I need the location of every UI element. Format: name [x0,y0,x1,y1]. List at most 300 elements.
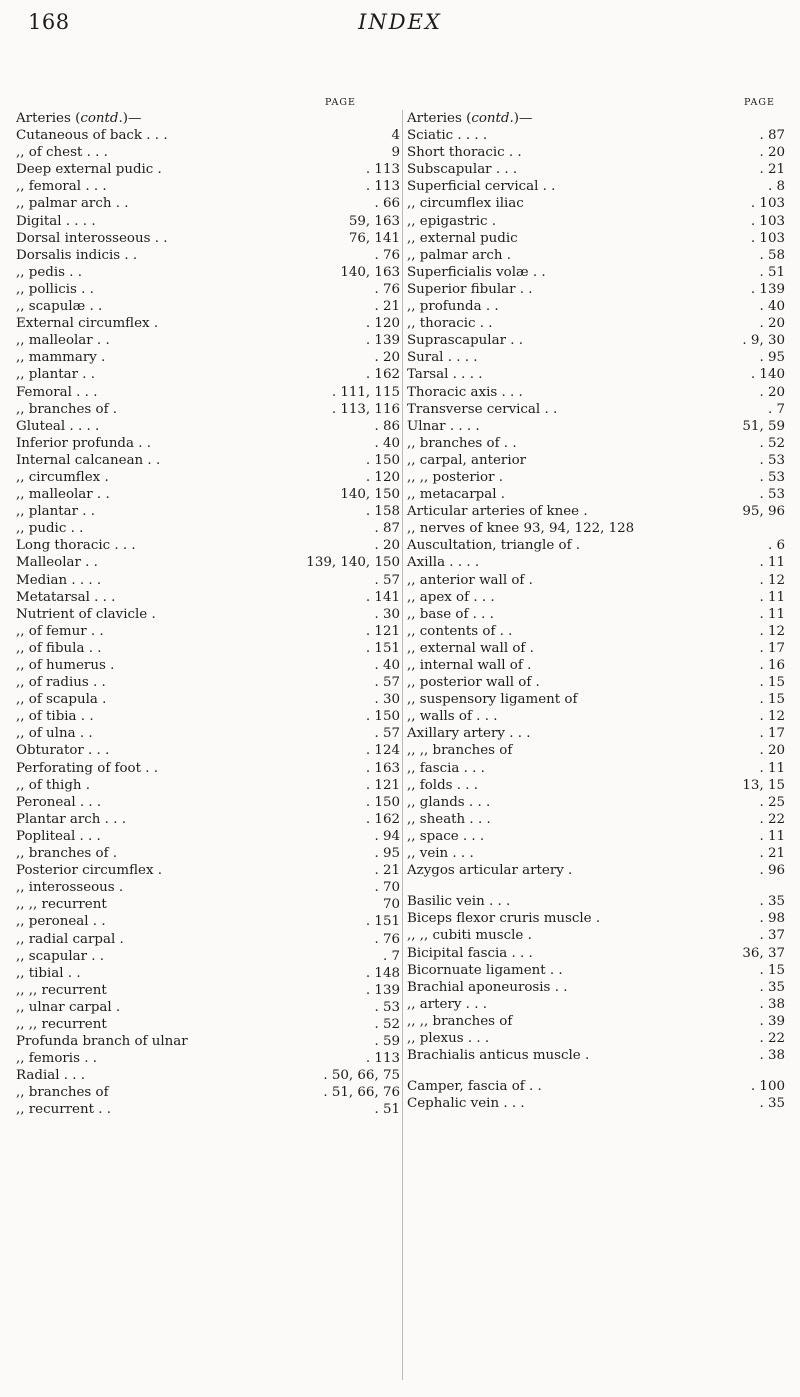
index-term: Superficial cervical . . [407,179,556,195]
index-entry [407,828,785,845]
index-page-ref: . 57 [374,572,400,588]
index-term: ,, mammary . [16,350,106,366]
index-term: ,, scapular . . [16,948,105,964]
index-term: Articular arteries of knee . [407,504,588,520]
index-entry [16,230,400,247]
index-term: Profunda branch of ulnar [16,1034,188,1050]
index-page-ref: . 150 [365,794,400,810]
index-entry [16,572,400,589]
index-entry [16,606,400,623]
index-page-ref: . 35 [759,1096,785,1112]
index-entry [407,657,785,674]
index-page-ref: . 38 [759,996,785,1012]
index-term: ,, vein . . . [407,846,474,862]
index-entry [16,1101,400,1118]
index-term: ,, peroneal . . [16,914,106,930]
index-entry [407,927,785,944]
index-page-ref: . 40 [759,299,785,315]
index-page-ref: . 51 [759,264,785,280]
index-term: ,, sheath . . . [407,811,491,827]
index-page-ref: . 15 [759,962,785,978]
index-page-ref: . 86 [374,418,400,434]
index-page-ref: . 163 [365,760,400,776]
index-entry [407,760,785,777]
index-page-ref: . 50, 66, 75 [323,1068,400,1084]
index-entry [407,708,785,725]
index-page-ref: . 20 [374,538,400,554]
index-term: ,, palmar arch . [407,247,511,263]
page-column-label-right: PAGE [744,97,775,108]
index-entry [407,862,785,879]
index-entry [16,725,400,742]
index-term: ,, epigastric . [407,213,497,229]
index-page-ref: . 100 [750,1079,785,1095]
index-term: Arteries (contd.)— [16,111,142,126]
index-term: Obturator . . . [16,743,110,759]
index-entry [16,948,400,965]
index-page-ref: . 57 [374,726,400,742]
index-entry [407,623,785,640]
index-column-right [407,110,785,1112]
index-page-ref: . 52 [759,435,785,451]
index-entry [407,178,785,195]
index-page-ref: . 95 [759,350,785,366]
index-term: ,, carpal, anterior [407,452,527,468]
index-page-ref: . 9, 30 [742,333,785,349]
index-entry [407,298,785,315]
index-page-ref: . 151 [365,640,400,656]
index-term: Malleolar . . [16,555,98,571]
index-term: ,, ,, recurrent [16,1016,107,1032]
index-entry [407,537,785,554]
index-page-ref: . 98 [759,911,785,927]
index-entry [16,828,400,845]
index-entry [407,589,785,606]
index-term: ,, branches of [16,1085,109,1101]
index-entry [16,384,400,401]
index-entry [16,127,400,144]
index-entry [407,674,785,691]
index-term: ,, tibial . . [16,965,81,981]
index-entry [16,213,400,230]
index-term: ,, of scapula . [16,692,107,708]
index-entry [407,691,785,708]
index-entry [16,965,400,982]
index-page-ref: . 94 [374,828,400,844]
index-page-ref: . 11 [759,606,785,622]
index-term: ,, space . . . [407,828,485,844]
index-entry [407,1047,785,1064]
index-term: ,, pollicis . . [16,281,94,297]
index-page-ref: . 7 [767,401,785,417]
index-page-ref: . 20 [759,384,785,400]
index-term: ,, pedis . . [16,264,83,280]
index-term: ,, malleolar . . [16,333,110,349]
index-page-ref: . 139 [365,982,400,998]
index-entry [407,962,785,979]
index-term: Internal calcanean . . [16,452,161,468]
index-entry [16,896,400,913]
index-page-ref: 4 [391,128,400,144]
index-page-ref: 70 [382,897,400,913]
index-term: Popliteal . . . [16,828,101,844]
index-term: Basilic vein . . . [407,894,511,910]
index-page-ref: . 53 [374,999,400,1015]
index-entry [407,893,785,910]
page-column-label-left: PAGE [325,97,356,108]
index-page-ref: . 20 [374,350,400,366]
index-page-ref: . 151 [365,914,400,930]
index-page-ref: . 76 [374,931,400,947]
index-term: ,, contents of . . [407,623,513,639]
index-term: ,, of radius . . [16,675,106,691]
index-entry [16,537,400,554]
index-entry [16,708,400,725]
index-term: Bicipital fascia . . . [407,945,533,961]
index-page-ref: . 57 [374,675,400,691]
index-page-ref: . 38 [759,1048,785,1064]
index-page-ref: . 140 [750,367,785,383]
index-entry [407,435,785,452]
index-entry [407,572,785,589]
index-entry [407,366,785,383]
index-entry [407,264,785,281]
index-entry [407,230,785,247]
index-entry [16,349,400,366]
index-page-ref: . 113 [365,162,400,178]
index-page-ref: . 11 [759,589,785,605]
index-term: ,, suspensory ligament of [407,692,578,708]
index-term: ,, circumflex iliac [407,196,524,212]
index-term: Transverse cervical . . [407,401,558,417]
index-term: Sciatic . . . . [407,128,488,144]
index-entry [16,1067,400,1084]
index-term: ,, thoracic . . [407,316,493,332]
index-page-ref: . 76 [374,247,400,263]
index-entry [16,811,400,828]
index-entry [16,794,400,811]
index-entry [407,1095,785,1112]
index-entry [16,161,400,178]
index-term: ,, palmar arch . . [16,196,129,212]
index-entry [407,401,785,418]
running-title: INDEX [358,10,442,34]
index-entry [407,910,785,927]
index-term: Brachial aponeurosis . . [407,979,568,995]
index-page-ref: 36, 37 [742,945,785,961]
index-entry [16,1050,400,1067]
index-term: Superior fibular . . [407,281,533,297]
index-term: ,, fascia . . . [407,760,485,776]
index-term: Inferior profunda . . [16,435,152,451]
index-term: Biceps flexor cruris muscle . [407,911,601,927]
index-entry [407,811,785,828]
index-term: ,, of humerus . [16,658,115,673]
index-entry [16,554,400,571]
index-page-ref: . 103 [750,230,785,246]
index-page-ref: . 40 [374,658,400,673]
index-entry [16,657,400,674]
index-term: Radial . . . [16,1068,86,1084]
index-entry [16,760,400,777]
index-term: ,, femoral . . . [16,179,107,195]
index-entry [407,996,785,1013]
index-entry [407,127,785,144]
index-entry [407,452,785,469]
index-entry [16,110,400,127]
index-entry [16,503,400,520]
index-page-ref: . 39 [759,1013,785,1029]
index-entry [16,264,400,281]
index-term: ,, external pudic [407,230,518,246]
index-entry [16,777,400,794]
index-entry [16,298,400,315]
index-page-ref: . 150 [365,452,400,468]
index-page-ref: . 30 [374,692,400,708]
index-entry [407,384,785,401]
index-page-ref: . 37 [759,928,785,944]
index-page-ref: 140, 163 [340,264,400,280]
index-page-ref: . 66 [374,196,400,212]
index-term: ,, malleolar . . [16,487,110,503]
index-term: Auscultation, triangle of . [407,538,581,554]
index-page-ref: . 113, 116 [331,401,400,417]
index-term: ,, radial carpal . [16,931,124,947]
index-page-ref: . 35 [759,979,785,995]
index-page-ref: . 150 [365,709,400,725]
index-entry [407,469,785,486]
index-entry [16,520,400,537]
index-entry [16,418,400,435]
index-entry [16,862,400,879]
index-page-ref: . 21 [374,863,400,879]
index-entry [407,794,785,811]
index-entry [16,486,400,503]
index-page-ref: . 113 [365,179,400,195]
index-entry [407,742,785,759]
index-page-ref: . 111, 115 [331,384,400,400]
index-entry [16,469,400,486]
index-entry [16,742,400,759]
index-page-ref: . 17 [759,726,785,742]
index-page-ref: . 25 [759,794,785,810]
index-entry [16,178,400,195]
index-column-left [16,110,400,1119]
index-term: ,, branches of . [16,401,118,417]
index-entry [16,640,400,657]
index-entry [407,418,785,435]
index-term: ,, of thigh . [16,777,91,793]
index-page-ref: . 87 [374,521,400,537]
index-term: Peroneal . . . [16,794,102,810]
index-page-ref: . 158 [365,504,400,520]
index-entry [407,1078,785,1095]
index-term: Axilla . . . . [407,555,480,571]
index-page-ref: 95, 96 [742,504,785,520]
index-page-ref: . 8 [767,179,785,195]
index-term: Gluteal . . . . [16,418,100,434]
index-entry [16,281,400,298]
index-term: ,, of ulna . . [16,726,93,742]
index-term: Bicornuate ligament . . [407,962,563,978]
index-term: ,, pudic . . [16,521,84,537]
index-page-ref: . 15 [759,692,785,708]
index-term: Thoracic axis . . . [407,384,523,400]
index-page-ref: 13, 15 [742,777,785,793]
index-entry [407,315,785,332]
index-page-ref: . 162 [365,367,400,383]
index-term: Nutrient of clavicle . [16,606,156,622]
index-page-ref: . 35 [759,894,785,910]
index-term: Camper, fascia of . . [407,1079,542,1095]
index-page-ref: . 7 [382,948,400,964]
index-entry [407,332,785,349]
index-term: Sural . . . . [407,350,478,366]
index-term: ,, ,, cubiti muscle . [407,928,532,944]
index-page-ref: . 21 [759,846,785,862]
index-page-ref: . 20 [759,316,785,332]
index-term: Cephalic vein . . . [407,1096,525,1112]
index-term: ,, profunda . . [407,299,499,315]
index-entry [16,332,400,349]
index-term: ,, ,, branches of [407,743,513,759]
index-entry [407,606,785,623]
index-entry [407,1030,785,1047]
index-page-ref: . 58 [759,247,785,263]
index-term: ,, base of . . . [407,606,494,622]
index-term: ,, nerves of knee 93, 94, 122, 128 [407,521,635,537]
index-term: ,, scapulæ . . [16,299,103,315]
index-term: ,, of fibula . . [16,640,102,656]
index-term: Median . . . . [16,572,102,588]
index-term: Arteries (contd.)— [407,111,533,126]
index-entry [16,623,400,640]
index-term: Plantar arch . . . [16,811,126,827]
index-entry [407,161,785,178]
index-term: ,, anterior wall of . [407,572,533,588]
index-term: ,, plantar . . [16,504,96,520]
index-page-ref: . 96 [759,863,785,879]
index-page-ref: . 51, 66, 76 [323,1085,400,1101]
index-entry [407,213,785,230]
index-term: ,, ,, recurrent [16,982,107,998]
index-page-ref: . 95 [374,846,400,862]
index-entry [407,1013,785,1030]
index-entry [16,982,400,999]
column-divider [402,110,403,1380]
index-page-ref: . 20 [759,145,785,161]
index-term: ,, glands . . . [407,794,491,810]
index-entry [16,674,400,691]
index-term: ,, femoris . . [16,1051,97,1067]
index-page-ref: . 30 [374,606,400,622]
index-entry [407,554,785,571]
index-entry [16,315,400,332]
index-page-ref: . 6 [767,538,785,554]
index-term: ,, branches of . [16,846,118,862]
index-page-ref: . 53 [759,452,785,468]
index-page-ref: 139, 140, 150 [306,555,400,571]
index-term: Posterior circumflex . [16,863,163,879]
index-page-ref: 59, 163 [348,213,400,229]
index-entry [16,691,400,708]
index-term: ,, metacarpal . [407,487,505,503]
page-number: 168 [28,10,70,34]
index-page-ref: . 124 [365,743,400,759]
index-page-ref: . 16 [759,658,785,673]
index-entry [407,979,785,996]
index-page-ref: . 53 [759,487,785,503]
index-term: ,, artery . . . [407,996,487,1012]
index-page-ref: 140, 150 [340,487,400,503]
index-entry [16,435,400,452]
index-entry [407,486,785,503]
index-page-ref: . 121 [365,623,400,639]
index-term: ,, interosseous . [16,880,124,896]
index-page-ref: 9 [391,145,400,161]
index-entry [16,879,400,896]
index-page-ref: . 11 [759,760,785,776]
index-term: ,, circumflex . [16,469,109,485]
index-page-ref: . 121 [365,777,400,793]
index-term: ,, ,, recurrent [16,897,107,913]
index-term: ,, internal wall of . [407,658,532,673]
index-entry [16,999,400,1016]
index-term: Dorsalis indicis . . [16,247,138,263]
index-term: Axillary artery . . . [407,726,531,742]
index-entry [407,777,785,794]
index-page-ref: 76, 141 [348,230,400,246]
index-entry [16,247,400,264]
index-term: Digital . . . . [16,213,96,229]
index-entry [407,110,785,127]
index-term: ,, ulnar carpal . [16,999,121,1015]
index-term: ,, folds . . . [407,777,479,793]
index-term: Ulnar . . . . [407,418,480,434]
index-page-ref: . 17 [759,640,785,656]
index-term: External circumflex . [16,316,159,332]
index-entry [407,247,785,264]
index-term: ,, plantar . . [16,367,96,383]
index-entry [16,913,400,930]
index-entry [407,640,785,657]
index-term: Azygos articular artery . [407,863,573,879]
index-page-ref: . 20 [759,743,785,759]
index-page-ref: 51, 59 [742,418,785,434]
index-term: ,, ,, posterior . [407,469,504,485]
index-page-ref: . 53 [759,469,785,485]
index-term: ,, of femur . . [16,623,104,639]
index-entry [16,1033,400,1050]
index-entry [16,845,400,862]
index-term: Superficialis volæ . . [407,264,546,280]
index-entry [16,144,400,161]
index-term: ,, walls of . . . [407,709,498,725]
index-entry [407,195,785,212]
index-page-ref: . 113 [365,1051,400,1067]
index-entry [407,520,785,537]
index-term: Brachialis anticus muscle . [407,1048,590,1064]
index-term: Femoral . . . [16,384,98,400]
index-term: Long thoracic . . . [16,538,136,554]
index-page-ref: . 120 [365,469,400,485]
index-page-ref: . 120 [365,316,400,332]
index-entry [407,503,785,520]
index-entry [407,845,785,862]
index-entry [16,1084,400,1101]
index-page-ref: . 40 [374,435,400,451]
index-term: Cutaneous of back . . . [16,128,168,144]
